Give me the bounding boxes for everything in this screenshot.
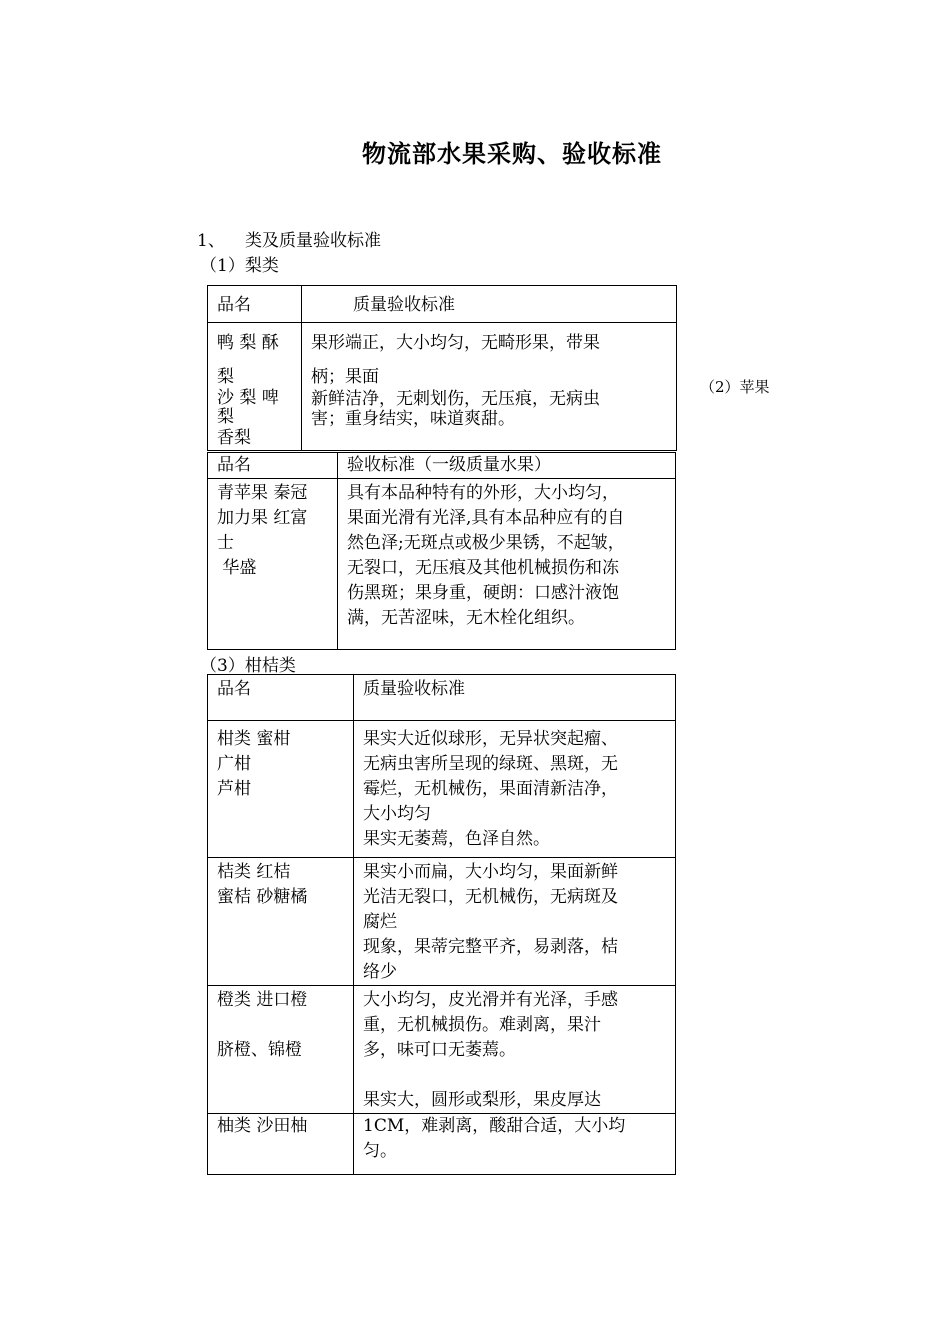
citrus-heading: （3）柑桔类 [200, 656, 296, 676]
pear-name: 沙 梨 啤 [217, 388, 279, 408]
citrus-row-standard-cell [354, 986, 676, 1114]
citrus-standard-line: 果实大，圆形或梨形，果皮厚达 [363, 1090, 601, 1110]
pear-name: 梨 [217, 407, 234, 427]
citrus-standard-line: 1CM，难剥离，酸甜合适，大小均 [363, 1116, 626, 1136]
citrus-standard-line: 匀。 [363, 1141, 397, 1161]
pear-name: 香梨 [217, 428, 251, 448]
citrus-header-standard: 质量验收标准 [363, 679, 465, 699]
citrus-header-standard-cell [354, 675, 676, 721]
page-title: 物流部水果采购、验收标准 [362, 139, 662, 168]
pear-header-standard: 质量验收标准 [353, 295, 455, 315]
pear-header-standard-cell [302, 286, 677, 323]
pear-standard-line: 害；重身结实，味道爽甜。 [311, 409, 515, 429]
citrus-row-names-cell [208, 858, 354, 986]
citrus-standard-line: 腐烂 [363, 912, 397, 932]
citrus-standard-line: 大小均匀 [363, 804, 431, 824]
citrus-standard-line: 光洁无裂口，无机械伤，无病斑及 [363, 887, 618, 907]
apple-standard-line: 伤黑斑；果身重，硬朗：口感汁液饱 [347, 583, 619, 603]
pear-header-name: 品名 [217, 295, 251, 315]
apple-standard-line: 然色泽;无斑点或极少果锈，不起皱， [347, 533, 625, 553]
pear-table [207, 285, 677, 451]
apple-header-standard: 验收标准（一级质量水果） [347, 455, 551, 475]
citrus-standard-line: 重，无机械损伤。难剥离，果汁 [363, 1015, 601, 1035]
citrus-standard-line: 无病虫害所呈现的绿斑、黑斑，无 [363, 754, 618, 774]
section-heading [197, 226, 381, 251]
pear-header-name-cell [208, 286, 302, 323]
citrus-standard-line: 络少 [363, 962, 397, 982]
citrus-standard-line: 多，味可口无萎蔫。 [363, 1040, 516, 1060]
section-number: 1、 [197, 231, 225, 251]
section-label: 类及质量验收标准 [245, 231, 381, 251]
pear-name: 梨 [217, 367, 234, 387]
citrus-table [207, 674, 676, 1175]
pear-name: 鸭 梨 酥 [217, 333, 279, 353]
apple-standard-line: 无裂口，无压痕及其他机械损伤和冻 [347, 558, 619, 578]
citrus-name: 橙类 进口橙 [217, 990, 308, 1010]
pear-standard-line: 果形端正，大小均匀，无畸形果，带果 [311, 333, 600, 353]
citrus-header-name: 品名 [217, 679, 251, 699]
apple-name: 华盛 [217, 558, 257, 578]
citrus-standard-line: 大小均匀，皮光滑并有光泽，手感 [363, 990, 618, 1010]
citrus-row-names-cell [208, 1114, 354, 1175]
citrus-name: 脐橙、锦橙 [217, 1040, 302, 1060]
apple-header-standard-cell [338, 453, 676, 479]
apple-names-cell [208, 479, 338, 650]
pear-standard-cell [302, 323, 677, 451]
citrus-standard-line [363, 1063, 667, 1088]
apple-standard-line: 果面光滑有光泽,具有本品种应有的自 [347, 508, 625, 528]
citrus-name: 蜜桔 砂糖橘 [217, 887, 308, 907]
citrus-row-standard-cell [354, 721, 676, 858]
apple-table [207, 452, 676, 650]
apple-name: 加力果 红富 [217, 508, 308, 528]
citrus-name: 柑类 蜜柑 [217, 729, 291, 749]
citrus-name [217, 1013, 345, 1038]
citrus-name: 桔类 红桔 [217, 862, 291, 882]
citrus-header-name-cell [208, 675, 354, 721]
citrus-row-standard-cell [354, 1114, 676, 1175]
apple-standard-line: 具有本品种特有的外形，大小均匀， [347, 483, 619, 503]
apple-standard-cell [338, 479, 676, 650]
pear-names-cell [208, 323, 302, 451]
apple-name: 青苹果 秦冠 [217, 483, 308, 503]
apple-heading: （2）苹果 [700, 378, 770, 396]
pear-standard-line: 柄；果面 [311, 367, 379, 387]
citrus-name: 芦柑 [217, 779, 251, 799]
apple-header-name-cell [208, 453, 338, 479]
citrus-standard-line: 霉烂，无机械伤，果面清新洁净， [363, 779, 618, 799]
apple-header-name: 品名 [217, 455, 251, 475]
citrus-row-standard-cell [354, 858, 676, 986]
citrus-standard-line: 果实大近似球形，无异状突起瘤、 [363, 729, 618, 749]
citrus-row-names-cell [208, 986, 354, 1114]
citrus-row-names-cell [208, 721, 354, 858]
citrus-standard-line: 果实无萎蔫，色泽自然。 [363, 829, 550, 849]
apple-standard-line: 满，无苦涩味，无木栓化组织。 [347, 608, 585, 628]
apple-name: 士 [217, 533, 234, 553]
citrus-standard-line: 现象，果蒂完整平齐，易剥落，桔 [363, 937, 618, 957]
citrus-name: 柚类 沙田柚 [217, 1116, 308, 1136]
citrus-name: 广柑 [217, 754, 251, 774]
pear-heading: （1）梨类 [200, 256, 279, 276]
citrus-standard-line: 果实小而扁，大小均匀，果面新鲜 [363, 862, 618, 882]
pear-standard-line: 新鲜洁净，无刺划伤，无压痕，无病虫 [311, 389, 600, 409]
